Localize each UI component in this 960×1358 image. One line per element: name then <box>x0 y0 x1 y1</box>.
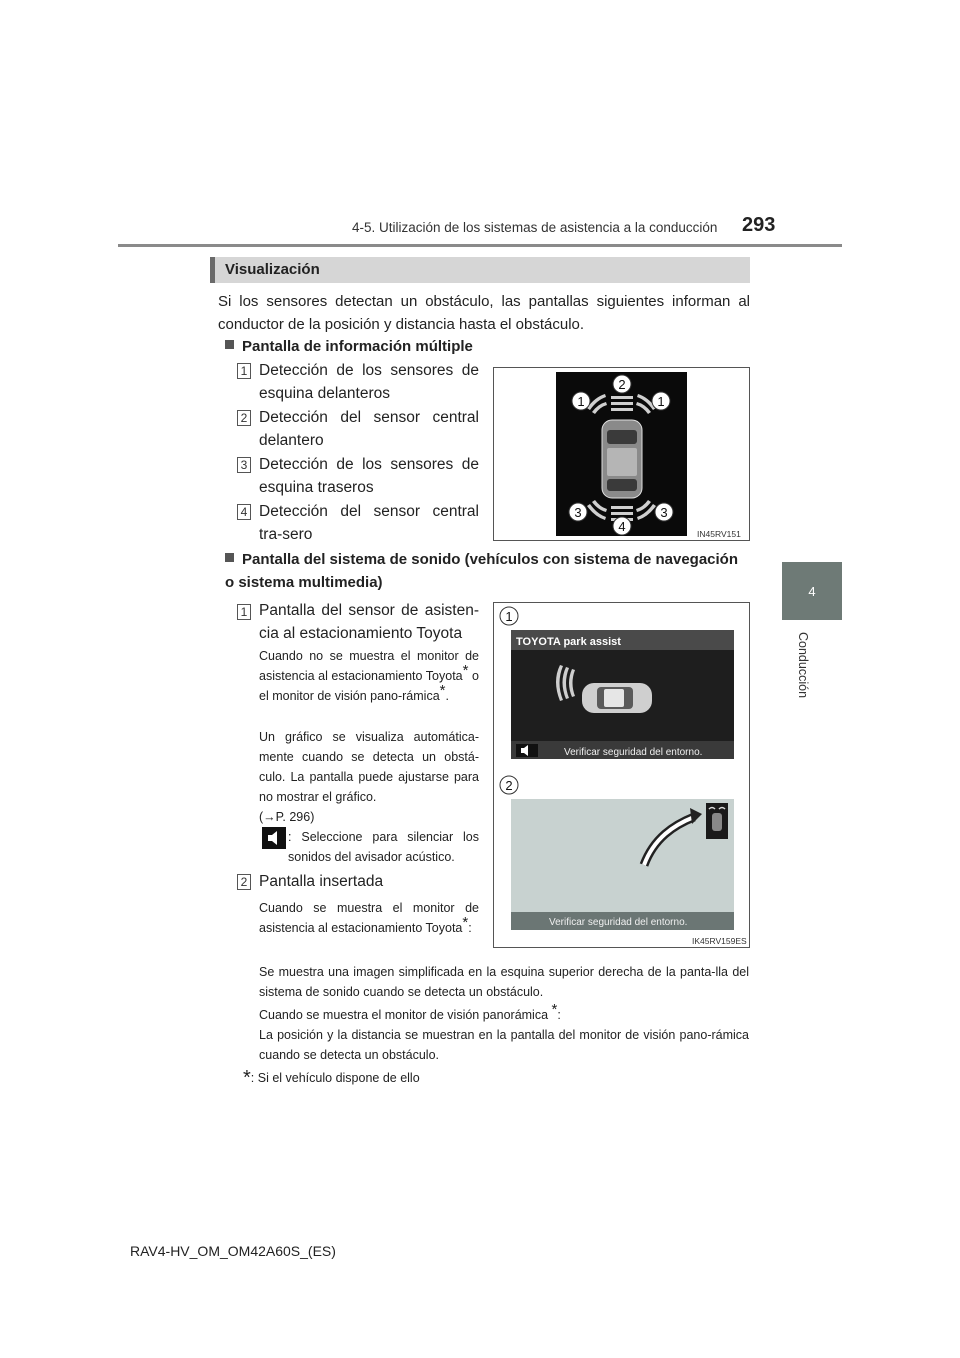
section-title: Visualización <box>225 261 320 278</box>
mute-description: : Seleccione para silenciar los sonidos del avisador acústico. <box>288 830 479 864</box>
figure-code: IN45RV151 <box>697 529 741 539</box>
callout-label: 2 <box>618 377 626 392</box>
simplified-image-para: Se muestra una imagen simplificada en la esquina superior derecha de la panta-lla del sistema de sonido cuando se detecta un obstáculo. <box>259 965 749 999</box>
footnote-text: : Si el vehículo dispone de ello <box>250 1071 420 1085</box>
item-number-badge: 2 <box>237 410 251 426</box>
vehicle-icon <box>582 683 652 713</box>
figure-code: IK45RV159ES <box>692 936 747 946</box>
item-number-badge: 4 <box>237 504 251 520</box>
text-fragment: : <box>557 1008 561 1022</box>
callout-label: 3 <box>660 505 668 520</box>
document-code: RAV4-HV_OM_OM42A60S_(ES) <box>130 1243 336 1259</box>
asterisk-mark: * <box>243 1067 251 1089</box>
multi-info-diagram <box>494 368 749 540</box>
camera-message: Verificar seguridad del entorno. <box>549 917 688 928</box>
multi-info-item-3: Detección de los sensores de esquina traseros <box>259 456 479 496</box>
multi-info-figure <box>493 367 750 541</box>
speaker-icon <box>262 827 286 849</box>
page-reference: (→P. 296) <box>259 810 315 824</box>
multi-info-item-4: Detección del sensor central tra-sero <box>259 503 479 543</box>
audio-item-2-title: Pantalla insertada <box>259 873 384 890</box>
item-number-badge: 3 <box>237 457 251 473</box>
text-fragment: Cuando se muestra el monitor de asistencia al estacionamiento Toyota <box>259 901 479 935</box>
callout-label: 4 <box>618 519 626 534</box>
vehicle-icon <box>602 420 642 498</box>
item-number-badge: 1 <box>237 363 251 379</box>
text-fragment: o el monitor de visión pano-rámica <box>259 669 479 703</box>
text-fragment: Cuando se muestra el monitor de visión panorámica <box>259 1008 552 1022</box>
audio-diagram <box>494 603 749 947</box>
text-fragment: Cuando no se muestra el monitor de asistencia al estacionamiento Toyota <box>259 649 479 683</box>
chapter-number: 4 <box>808 583 816 599</box>
text-fragment: : <box>468 921 472 935</box>
asterisk-mark: * <box>551 1000 558 1018</box>
mute-button-icon <box>262 827 286 849</box>
text-fragment: . <box>445 689 449 703</box>
callout-label: 2 <box>505 778 513 793</box>
sensor-arcs <box>556 665 575 701</box>
text-fragment: La posición y la distancia se muestran en la pantalla del monitor de visión pano-rámica cuando se detecta un obstáculo. <box>259 1028 749 1062</box>
chapter-name: Conducción <box>796 632 810 699</box>
screen-message: Verificar seguridad del entorno. <box>564 747 703 758</box>
panoramic-para <box>259 1000 749 1065</box>
asterisk-mark: * <box>462 913 469 931</box>
callout-label: 1 <box>505 609 513 624</box>
item-number-badge: 2 <box>237 874 251 890</box>
audio-item-1-title: Pantalla del sensor de asisten-cia al estacionamiento Toyota <box>259 602 479 642</box>
chapter-label <box>770 632 850 712</box>
footnote <box>243 1068 643 1088</box>
section-intro: Si los sensores detectan un obstáculo, las pantallas siguientes informan al conductor de la posición y distancia hasta el obstáculo. <box>218 293 750 333</box>
multi-info-heading <box>225 335 745 358</box>
vehicle-icon <box>712 813 722 831</box>
audio-heading <box>225 548 747 594</box>
audio-heading-text: Pantalla del sistema de sonido (vehículos con sistema de navegación o sistema multimedia) <box>225 551 738 591</box>
screen-title: TOYOTA park assist <box>516 636 621 648</box>
audio-item-1-para2: Un gráfico se visualiza automática-mente cuando se detecta un obstá-culo. La pantalla puede ajustarse para no mostrar el gráfico. <box>259 730 479 804</box>
callout-label: 1 <box>577 394 585 409</box>
asterisk-mark: * <box>439 681 446 699</box>
square-bullet-icon <box>225 340 234 349</box>
multi-info-heading-text: Pantalla de información múltiple <box>242 338 473 355</box>
audio-figure <box>493 602 750 948</box>
multi-info-item-1: Detección de los sensores de esquina delanteros <box>259 362 479 402</box>
camera-screen <box>511 799 734 930</box>
callout-label: 3 <box>574 505 582 520</box>
multi-info-item-2: Detección del sensor central delantero <box>259 409 479 449</box>
callout-label: 1 <box>657 394 665 409</box>
square-bullet-icon <box>225 553 234 562</box>
audio-item-1-para1 <box>259 646 479 706</box>
asterisk-mark: * <box>462 661 469 679</box>
item-number-badge: 1 <box>237 604 251 620</box>
header-section-title: 4-5. Utilización de los sistemas de asistencia a la conducción <box>352 220 718 235</box>
chapter-tab <box>782 562 842 620</box>
section-header <box>210 257 750 283</box>
page-number: 293 <box>742 214 776 236</box>
audio-item-2-para1 <box>259 898 479 938</box>
header-rule <box>118 244 842 247</box>
